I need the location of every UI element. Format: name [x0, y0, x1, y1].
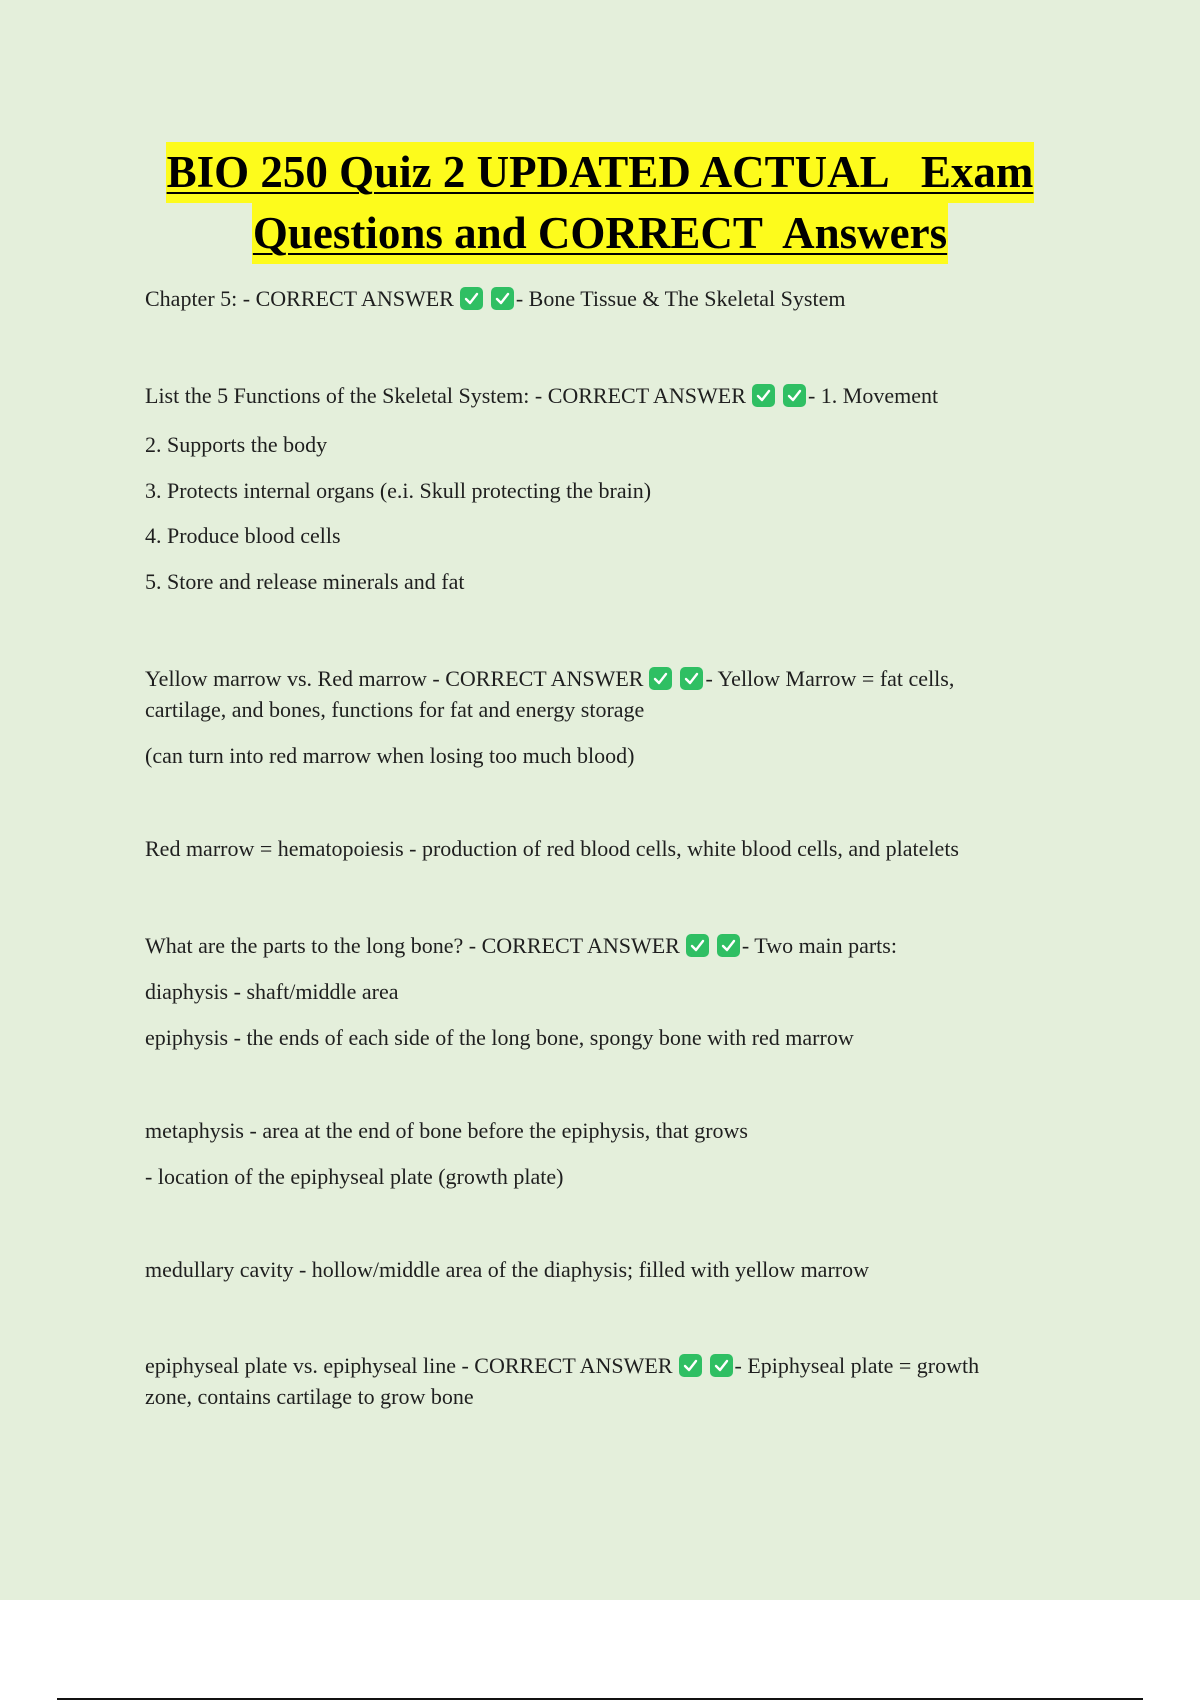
- answer-marker: CORRECT ANSWER: [474, 1353, 673, 1378]
- question-text: Chapter 5: -: [145, 286, 256, 311]
- red-marrow: Red marrow = hematopoiesis - production of red blood cells, white blood cells, and platelets: [145, 836, 959, 861]
- document-title: [100, 142, 1100, 264]
- checkmark-icon: [649, 667, 672, 690]
- qa-marrow: [145, 663, 1075, 725]
- metaphysis-note: - location of the epiphyseal plate (growth plate): [145, 1164, 564, 1189]
- answer-text: - 1. Movement: [807, 383, 939, 408]
- checkmark-icon: [752, 384, 775, 407]
- question-text: What are the parts to the long bone? -: [145, 933, 482, 958]
- qa-functions: [145, 380, 1075, 411]
- medullary-cavity: medullary cavity - hollow/middle area of the diaphysis; filled with yellow marrow: [145, 1257, 869, 1282]
- diaphysis: diaphysis - shaft/middle area: [145, 979, 399, 1004]
- answer-text: - Two main parts:: [741, 933, 897, 958]
- answer-text: - Epiphyseal plate = growth zone, contains cartilage to grow bone: [145, 1353, 980, 1409]
- checkmark-icon: [679, 1354, 702, 1377]
- checkmark-icon: [717, 934, 740, 957]
- answer-marker: CORRECT ANSWER: [481, 933, 680, 958]
- metaphysis: metaphysis - area at the end of bone before the epiphysis, that grows: [145, 1118, 748, 1143]
- checkmark-icon: [680, 667, 703, 690]
- title-line-1: BIO 250 Quiz 2 UPDATED ACTUAL Exam: [166, 142, 1035, 203]
- question-text: epiphyseal plate vs. epiphyseal line -: [145, 1353, 475, 1378]
- qa-long-bone: [145, 930, 1075, 961]
- question-text: List the 5 Functions of the Skeletal System: -: [145, 383, 548, 408]
- checkmark-icon: [491, 287, 514, 310]
- answer-text: - Bone Tissue & The Skeletal System: [515, 286, 846, 311]
- answer-marker: CORRECT ANSWER: [445, 666, 644, 691]
- qa-chapter: [145, 283, 1075, 314]
- function-3: 3. Protects internal organs (e.i. Skull protecting the brain): [145, 478, 652, 503]
- epiphysis: epiphysis - the ends of each side of the long bone, spongy bone with red marrow: [145, 1025, 854, 1050]
- checkmark-icon: [460, 287, 483, 310]
- function-2: 2. Supports the body: [145, 432, 328, 457]
- function-4: 4. Produce blood cells: [145, 523, 341, 548]
- function-5: 5. Store and release minerals and fat: [145, 569, 465, 594]
- answer-marker: CORRECT ANSWER: [255, 286, 454, 311]
- answer-text: - Yellow Marrow = fat cells, cartilage, and bones, functions for fat and energy storage: [145, 666, 955, 722]
- checkmark-icon: [783, 384, 806, 407]
- title-line-2: Questions and CORRECT Answers: [252, 203, 948, 264]
- checkmark-icon: [686, 934, 709, 957]
- qa-epiphyseal: [145, 1350, 1075, 1412]
- checkmark-icon: [710, 1354, 733, 1377]
- question-text: Yellow marrow vs. Red marrow -: [145, 666, 446, 691]
- answer-marker: CORRECT ANSWER: [547, 383, 746, 408]
- marrow-note: (can turn into red marrow when losing too much blood): [145, 743, 635, 768]
